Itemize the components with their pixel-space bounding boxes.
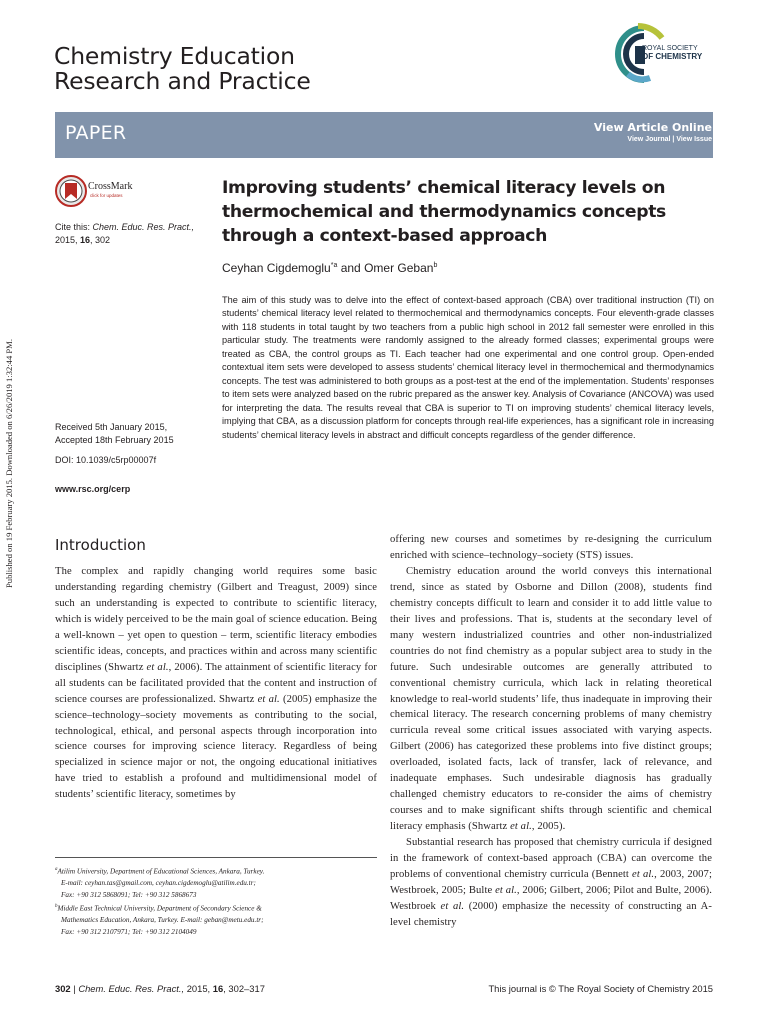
view-article-online-link[interactable]: View Article Online: [593, 121, 712, 134]
banner-links: [594, 121, 712, 145]
crossmark-icon[interactable]: [55, 174, 145, 210]
page-footer-left: 302 | Chem. Educ. Res. Pract., 2015, 16, 302–317: [55, 983, 265, 994]
article-title: [222, 176, 702, 248]
page-number: 302: [55, 983, 71, 994]
author-1-affiliation: *a: [330, 262, 338, 269]
footnote-divider: [55, 857, 377, 858]
cite-volume: 16: [80, 235, 91, 245]
cite-year: 2015,: [55, 235, 81, 245]
citation: [55, 221, 215, 247]
cite-label: Cite this:: [55, 222, 93, 232]
publisher-line1: ROYAL SOCIETY: [642, 45, 698, 52]
publisher-name: [642, 45, 702, 62]
crossmark-label[interactable]: CrossMark: [88, 181, 133, 192]
cite-pages: , 302: [90, 235, 111, 245]
crossmark-sublabel[interactable]: click for updates: [90, 193, 123, 198]
authors: [222, 258, 437, 276]
view-journal-issue-links[interactable]: View Journal | View Issue: [627, 136, 712, 143]
paragraph: Chemistry education around the world conveys this international trend, since as stated by Osborne and Dillon (2008), students find chemistry concepts difficult to learn and consider it to add little value to their lives and professions. That is, students at the secondary level of many western industrialized countries and other non-industrialized countries do not find chemistry as a popular subject area to study in the future. Such undesirable outcomes are generally attributed to conventional chemistry curricula, which lack in relating theoretical knowledge to real-world students’ life, thus inadequate in improving their chemical literacy. The research concerning problems of many chemistry curricula reveal some critical issues associated with varying aspects. Gilbert (2006) has categorized these problems into five distinct groups; overloaded, isolated facts, lack of transfer, lack of relevance, and inadequate emphases. Such undesirable diagnosis has gradually challenged chemistry educators to re-consider the aims of chemistry courses and to make significant shifts through scientific and chemical literacy emphasis (Shwartz et al., 2005).: [390, 565, 712, 833]
cite-journal: Chem. Educ. Res. Pract.,: [92, 222, 195, 232]
journal-title-line2: Research and Practice: [54, 67, 311, 95]
paragraph: Substantial research has proposed that chemistry curricula if designed in the framework of context-based approach (CBA) can overcome the problems of conventional chemistry curricula (Bennett et al., 2003, 2007; Westbroek, 2005; Bulte et al., 2006; Gilbert, 2006; Pilot and Bulte, 2006). Westbroek et al. (2000) emphasize the necessity of constructing an A-level chemistry: [390, 837, 713, 928]
download-stamp: Published on 19 February 2015. Downloaded on 6/26/2019 1:32:44 PM.: [4, 339, 14, 588]
paragraph: offering new courses and sometimes by re-designing the curriculum enriched with science–technology–society (STS) issues.: [390, 534, 712, 561]
footer-journal: Chem. Educ. Res. Pract.,: [78, 983, 185, 994]
received-date: Received 5th January 2015,: [55, 422, 168, 432]
doi[interactable]: DOI: 10.1039/c5rp00007f: [55, 455, 157, 465]
author-1[interactable]: Ceyhan Cigdemoglu: [222, 261, 331, 275]
article-title-line: Improving students’ chemical literacy levels on: [222, 178, 666, 198]
footer-pages: , 302–317: [223, 983, 265, 994]
journal-url-link[interactable]: www.rsc.org/cerp: [55, 484, 131, 494]
author-2-affiliation: b: [433, 262, 438, 269]
dates: [55, 421, 215, 447]
author-2[interactable]: Omer Geban: [364, 261, 434, 275]
footnote-a: $^a$Atilim University, Department of Educational Sciences, Ankara, Turkey. E-mail: ceyhan.tas@gmail.com, ceyhan.cigdemoglu@atilim.edu.tr; Fax: +90 312 5868091; Tel: +90 312 5868673: [55, 867, 265, 899]
paragraph: The complex and rapidly changing world requires some basic understanding regarding chemistry (Gilbert and Treagust, 2009) since such an understanding is expected to contribute to scientific literacy, which is widely perceived to be the main goal of science education. Being a well-known – yet open to question – term, scientific literacy embodies scientific ideas, concepts, and practices within and across many scientific disciplines (Shwartz et al., 2006). The attainment of scientific literacy for all students can be facilitated provided that the content and instruction of science courses are professionalized. Shwartz et al. (2005) emphasize the science–technology–society movements as contributing to the social, technological, ethical, and personal aspects through incorporation into science courses for improving science literacy. Regardless of being specialized in science major or not, the ongoing educational initiatives have tried to establish a profound and multidimensional model of students’ scientific literacy, sometimes by: [55, 566, 377, 801]
abstract: The aim of this study was to delve into the effect of context-based approach (CBA) over traditional instruction (TI) on students’ chemical literacy level related to thermochemical and thermodynamics concepts. Four eleventh-grade classes with 118 students in total taught by two teachers from a public high school in 2012 fall semester were enrolled in this particular study. The treatments were randomly assigned to the already formed classes; experimental groups were treated as CBA, the control groups as TI. Each teacher had one experimental and one control group. Open-ended contextual item sets were developed to assess students’ chemical literacy level in thermochemical and thermodynamics concepts. The test was administered to both groups as a post-test at the end of the implementation. Students’ responses to item sets were analyzed based on the rubric prepared as the answer key. Analysis of Covariance (ANCOVA) was used for interpreting the data. The results reveal that CBA is superior to TI on improving students’ chemical literacy levels, implying that CBA, as a discussion platform for concepts through real-life experiences, has a significant role in increasing students’ chemical literacy levels in abstract and difficult concepts regardless of the gender difference.: [222, 295, 714, 440]
article-title-line: thermochemical and thermodynamics concepts: [222, 202, 666, 222]
publisher-line2: OF CHEMISTRY: [642, 52, 703, 61]
body-column-left: [55, 564, 377, 803]
article-type-label: PAPER: [65, 122, 127, 144]
journal-title-line1: Chemistry Education: [54, 42, 295, 70]
footnote-b: $^b$Middle East Technical University, Department of Secondary Science & Mathematics Education, Ankara, Turkey. E-mail: geban@metu.edu.tr; Fax: +90 312 2107971; Tel: +90 312 2104049: [55, 904, 264, 936]
section-heading-introduction: Introduction: [55, 536, 146, 554]
article-title-line: through a context-based approach: [222, 226, 548, 246]
copyright-notice: This journal is © The Royal Society of Chemistry 2015: [488, 983, 713, 994]
affiliations-footnotes: [55, 864, 377, 938]
accepted-date: Accepted 18th February 2015: [55, 435, 174, 445]
journal-title: [54, 44, 374, 94]
authors-conjunction: and: [337, 261, 365, 275]
body-column-right: [390, 532, 712, 931]
footer-volume: 16: [212, 983, 224, 994]
